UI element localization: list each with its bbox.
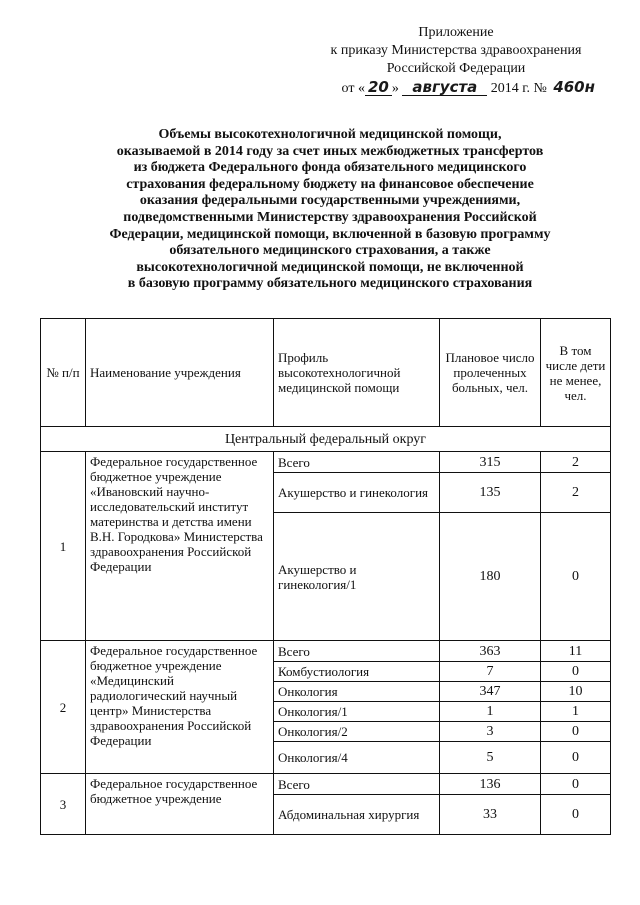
region-row [41, 427, 611, 452]
planned-cell: 363 [440, 641, 541, 662]
profile-cell: Всего [274, 641, 440, 662]
title-line: подведомственными Министерству здравоохранения Российской [123, 209, 537, 225]
planned-cell: 315 [440, 452, 541, 473]
children-cell: 1 [541, 702, 611, 722]
row-number: 1 [41, 452, 86, 641]
year-text: 2014 г. № [490, 81, 547, 96]
handwritten-day: 20 [365, 79, 392, 96]
title-line: в базовую программу обязательного медицинского страхования [127, 276, 533, 292]
children-cell: 0 [541, 774, 611, 795]
col-header-num: № п/п [41, 319, 86, 427]
profile-cell: Комбустиология [274, 662, 440, 682]
profile-cell: Всего [274, 452, 440, 473]
document-title [40, 127, 620, 293]
children-cell: 0 [541, 742, 611, 774]
volumes-table [40, 318, 611, 835]
col-header-children: В том числе дети не менее, чел. [541, 319, 611, 427]
profile-cell: Онкология/1 [274, 702, 440, 722]
appendix-header [296, 24, 616, 98]
planned-cell: 1 [440, 702, 541, 722]
date-close-quote: » [391, 81, 399, 96]
order-reference: к приказу Министерства здравоохранения [330, 43, 582, 58]
planned-cell: 135 [440, 473, 541, 513]
col-header-planned: Плановое число пролеченных больных, чел. [440, 319, 541, 427]
children-cell: 0 [541, 662, 611, 682]
children-cell: 0 [541, 722, 611, 742]
planned-cell: 180 [440, 513, 541, 641]
title-line: оказываемой в 2014 году за счет иных межбюджетных трансфертов [116, 143, 544, 159]
children-cell: 0 [541, 795, 611, 835]
planned-cell: 7 [440, 662, 541, 682]
planned-cell: 33 [440, 795, 541, 835]
title-line: обязательного медицинского страхования, а также [169, 243, 491, 259]
col-header-profile: Профиль высокотехнологичной медицинской помощи [274, 319, 440, 427]
title-line: оказания федеральными государственными учреждениями, [139, 193, 521, 209]
profile-cell: Онкология/4 [274, 742, 440, 774]
planned-cell: 3 [440, 722, 541, 742]
institution-name: Федеральное государственное бюджетное учреждение «Медицинский радиологический научный центр» Министерства здравоохранения Российской Федерации [86, 641, 274, 774]
date-prefix: от « [341, 81, 365, 96]
children-cell: 0 [541, 513, 611, 641]
planned-cell: 136 [440, 774, 541, 795]
profile-cell: Онкология/2 [274, 722, 440, 742]
children-cell: 11 [541, 641, 611, 662]
table-header-row [41, 319, 611, 427]
table-row [41, 774, 611, 795]
institution-name: Федеральное государственное бюджетное учреждение [86, 774, 274, 835]
profile-cell: Акушерство и гинекология/1 [274, 513, 440, 641]
title-line: Объемы высокотехнологичной медицинской помощи, [158, 127, 502, 142]
table-row [41, 452, 611, 473]
region-label: Центральный федеральный округ [41, 427, 611, 452]
appendix-label: Приложение [418, 25, 494, 40]
children-cell: 10 [541, 682, 611, 702]
table-row [41, 641, 611, 662]
profile-cell: Всего [274, 774, 440, 795]
children-cell: 2 [541, 452, 611, 473]
title-line: Федерации, медицинской помощи, включенной в базовую программу [109, 226, 551, 242]
planned-cell: 347 [440, 682, 541, 702]
handwritten-month: августа [402, 79, 487, 96]
profile-cell: Абдоминальная хирургия [274, 795, 440, 835]
children-cell: 2 [541, 473, 611, 513]
ministry-name: Российской Федерации [386, 61, 526, 76]
title-line: высокотехнологичной медицинской помощи, не включенной [136, 259, 524, 275]
handwritten-order-number: 460н [553, 78, 595, 96]
profile-cell: Акушерство и гинекология [274, 473, 440, 513]
title-line: страхования федеральному бюджету на финансовое обеспечение [126, 176, 534, 192]
title-line: из бюджета Федерального фонда обязательного медицинского [133, 160, 527, 176]
order-date-line [296, 78, 616, 98]
row-number: 2 [41, 641, 86, 774]
row-number: 3 [41, 774, 86, 835]
planned-cell: 5 [440, 742, 541, 774]
institution-name: Федеральное государственное бюджетное учреждение «Ивановский научно-исследовательский институт материнства и детства имени В.Н. Городкова» Министерства здравоохранения Российской Федерации [86, 452, 274, 641]
col-header-institution: Наименование учреждения [86, 319, 274, 427]
profile-cell: Онкология [274, 682, 440, 702]
